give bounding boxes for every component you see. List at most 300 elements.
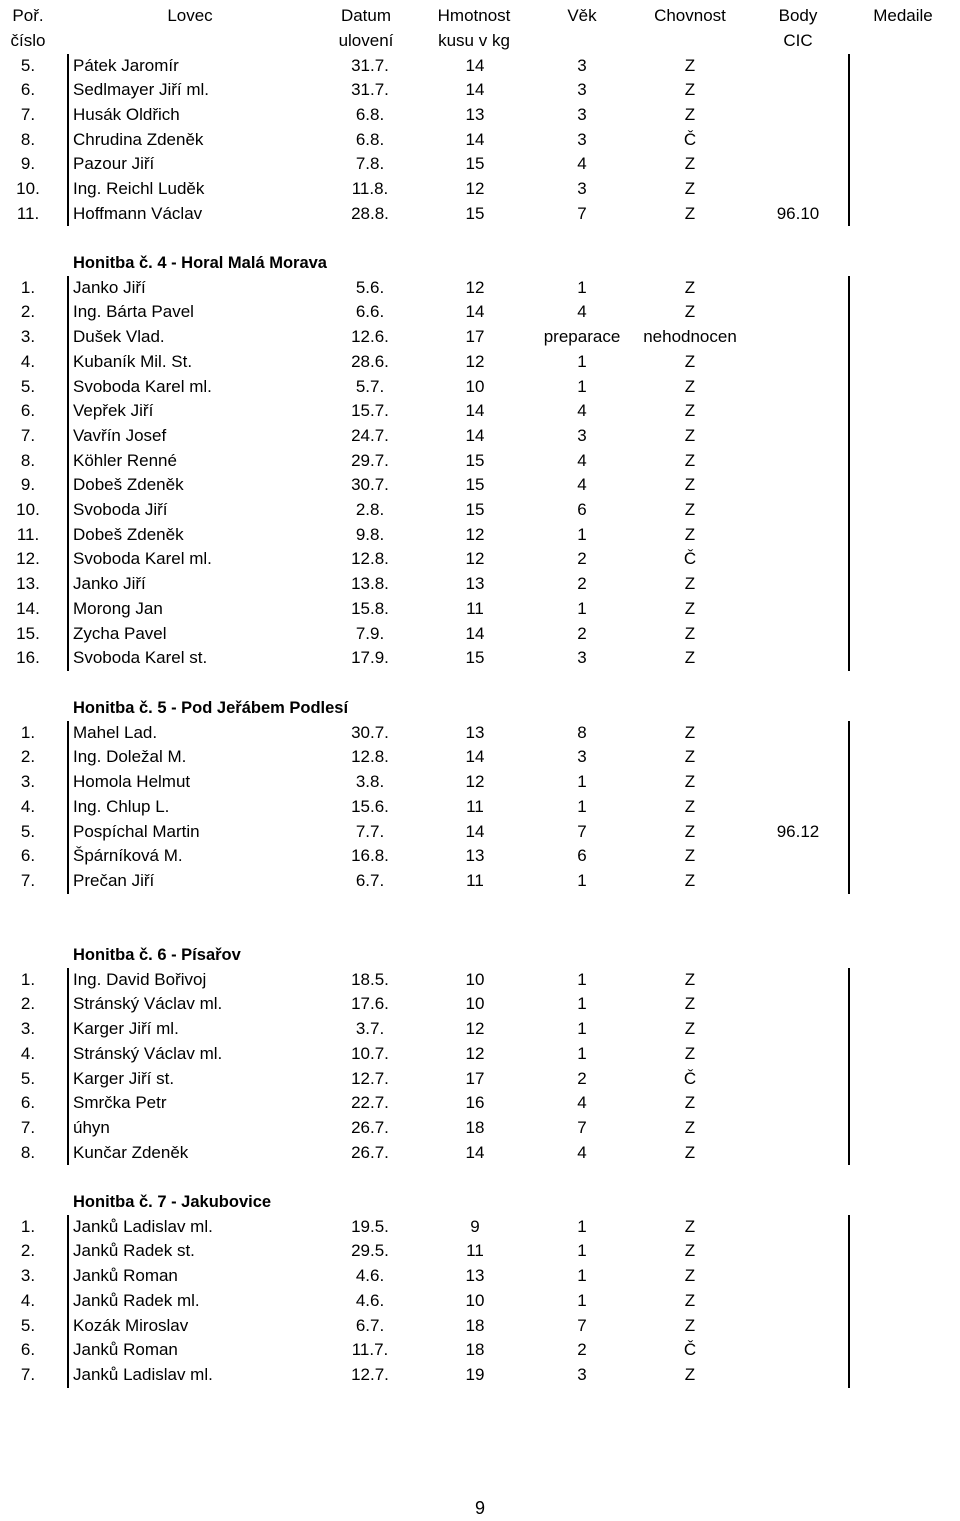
table-row (0, 820, 960, 845)
table-row (0, 1363, 960, 1388)
divider-left (67, 721, 69, 894)
cell-body (748, 1338, 848, 1363)
header-lovec-label: Lovec (167, 6, 213, 25)
cell-lovec: Janků Radek st. (73, 1241, 195, 1261)
cell-por: 10. (16, 179, 40, 198)
table-row (0, 1314, 960, 1339)
cell-chovnost: Z (684, 796, 696, 816)
cell-datum: 5.7. (355, 376, 385, 396)
cell-por: 7. (20, 104, 36, 124)
table-row (0, 844, 960, 869)
table-row (0, 1338, 960, 1363)
page-number: 9 (474, 1498, 485, 1518)
cell-chovnost: Č (683, 129, 697, 149)
divider-left (67, 968, 69, 1166)
cell-por: 7. (20, 1364, 36, 1384)
cell-datum: 9.8. (355, 524, 385, 544)
header-hmotnost-line1: Hmotnost (437, 6, 511, 25)
cell-lovec: Janků Ladislav ml. (73, 1364, 213, 1384)
cell-lovec: Ing. Chlup L. (73, 796, 170, 816)
cell-vek: 1 (577, 351, 587, 371)
cell-chovnost: Z (684, 1093, 696, 1113)
table-row (0, 745, 960, 770)
cell-chovnost: Z (684, 1216, 696, 1236)
table-row (0, 78, 960, 103)
cell-vek: 4 (577, 1142, 587, 1162)
cell-chovnost: Z (684, 747, 696, 767)
cell-hmotnost: 11 (466, 796, 484, 816)
cell-lovec: Svoboda Jiří (73, 500, 168, 519)
cell-datum: 5.6. (355, 277, 385, 297)
cell-vek: 3 (577, 648, 587, 668)
cell-hmotnost: 13 (465, 1266, 485, 1286)
cell-chovnost: Z (684, 846, 696, 866)
cell-por: 12. (16, 549, 40, 569)
cell-datum: 28.6. (351, 351, 389, 371)
cell-vek: 1 (577, 376, 587, 396)
divider-left (67, 54, 69, 227)
cell-por: 8. (20, 450, 36, 470)
cell-vek: 1 (577, 994, 587, 1014)
cell-body (748, 473, 848, 498)
cell-body (748, 1116, 848, 1141)
cell-vek: 1 (577, 796, 587, 816)
cell-por: 2. (20, 747, 36, 767)
table-row (0, 547, 960, 572)
header-por (0, 4, 56, 53)
cell-chovnost: Z (684, 772, 696, 792)
cell-lovec: Dobeš Zdeněk (73, 475, 184, 495)
section-title: Honitba č. 6 - Písařov (73, 946, 241, 964)
cell-body (748, 276, 848, 301)
table-row (0, 572, 960, 597)
cell-lovec: Kubaník Mil. St. (73, 351, 193, 371)
cell-vek: 3 (577, 55, 587, 75)
cell-hmotnost: 18 (465, 1340, 485, 1360)
cell-por: 2. (20, 1241, 36, 1261)
cell-chovnost: Z (684, 1315, 696, 1335)
cell-lovec: Pazour Jiří (73, 154, 155, 174)
cell-vek: 4 (577, 302, 587, 322)
cell-body (748, 572, 848, 597)
cell-chovnost: Č (683, 1340, 697, 1360)
table-row (0, 1091, 960, 1116)
cell-hmotnost: 14 (465, 623, 485, 643)
cell-chovnost: Z (684, 302, 696, 322)
cell-por: 3. (20, 1019, 36, 1039)
section-title: Honitba č. 4 - Horal Malá Morava (73, 254, 327, 272)
cell-datum: 12.7. (351, 1364, 389, 1384)
cell-vek: 1 (577, 1019, 587, 1039)
cell-datum: 26.7. (351, 1117, 389, 1137)
cell-vek: 1 (577, 524, 587, 544)
cell-body (748, 128, 848, 153)
cell-datum: 15.6. (351, 796, 389, 816)
divider-left (67, 276, 69, 671)
cell-datum: 16.8. (351, 846, 389, 866)
cell-por: 7. (20, 870, 36, 890)
cell-chovnost: Z (684, 994, 696, 1014)
cell-body (748, 869, 848, 894)
cell-lovec: Janko Jiří (73, 277, 146, 297)
cell-vek: 6 (577, 846, 587, 866)
cell-chovnost: Z (684, 1266, 696, 1286)
header-datum (316, 4, 416, 53)
cell-por: 5. (20, 1068, 36, 1088)
cell-chovnost: Z (684, 104, 696, 124)
cell-vek: 4 (577, 401, 587, 421)
cell-vek: 2 (577, 1340, 587, 1360)
cell-body (748, 1017, 848, 1042)
cell-chovnost: Z (684, 648, 696, 668)
cell-body (748, 1141, 848, 1166)
cell-datum: 29.7. (351, 450, 389, 470)
cell-vek: 3 (577, 80, 587, 100)
cell-datum: 11.7. (351, 1340, 389, 1360)
cell-datum: 10.7. (351, 1043, 389, 1063)
cell-lovec: Ing. David Bořivoj (73, 969, 207, 989)
cell-por: 7. (20, 1117, 36, 1137)
cell-body (748, 498, 848, 523)
cell-lovec: Janků Radek ml. (73, 1290, 200, 1310)
cell-vek: 7 (577, 1117, 587, 1137)
cell-body (748, 1264, 848, 1289)
cell-datum: 2.8. (355, 500, 385, 519)
table-row (0, 152, 960, 177)
cell-hmotnost: 12 (465, 179, 485, 198)
cell-hmotnost: 10 (465, 969, 485, 989)
section-title: Honitba č. 7 - Jakubovice (73, 1193, 272, 1211)
cell-datum: 4.6. (355, 1266, 385, 1286)
cell-por: 4. (20, 796, 36, 816)
cell-chovnost: Z (684, 351, 696, 371)
cell-hmotnost: 13 (465, 722, 485, 742)
cell-por: 10. (16, 500, 40, 519)
header-body-line2: CIC (783, 30, 813, 50)
cell-datum: 3.8. (355, 772, 385, 792)
divider-right (848, 968, 850, 1166)
cell-body (748, 375, 848, 400)
cell-chovnost: Z (684, 401, 696, 421)
cell-vek: 7 (577, 821, 587, 841)
divider-right (848, 276, 850, 671)
cell-hmotnost: 12 (465, 277, 485, 297)
table-row (0, 399, 960, 424)
cell-chovnost: Z (684, 475, 696, 495)
cell-body (748, 770, 848, 795)
cell-chovnost: nehodnocen (643, 327, 737, 347)
cell-lovec: Ing. Doležal M. (73, 747, 187, 767)
cell-vek: 4 (577, 154, 587, 174)
cell-hmotnost: 17 (465, 1068, 485, 1088)
cell-chovnost: Z (684, 179, 696, 198)
table-row (0, 1289, 960, 1314)
cell-body (748, 1215, 848, 1240)
cell-body (748, 300, 848, 325)
cell-por: 15. (16, 623, 40, 643)
cell-hmotnost: 17 (465, 327, 485, 347)
cell-hmotnost: 12 (465, 524, 485, 544)
cell-hmotnost: 13 (465, 104, 485, 124)
cell-vek: 1 (577, 969, 587, 989)
table-row (0, 300, 960, 325)
cell-chovnost: Z (684, 870, 696, 890)
cell-body (748, 1239, 848, 1264)
cell-hmotnost: 14 (465, 129, 485, 149)
cell-datum: 30.7. (351, 722, 389, 742)
cell-por: 9. (20, 475, 36, 495)
cell-por: 3. (20, 1266, 36, 1286)
cell-hmotnost: 10 (465, 376, 485, 396)
table-row (0, 1116, 960, 1141)
cell-por: 6. (20, 846, 36, 866)
cell-datum: 31.7. (351, 55, 389, 75)
cell-datum: 15.8. (351, 598, 389, 618)
cell-vek: 2 (577, 574, 587, 594)
cell-vek: 3 (577, 104, 587, 124)
header-por-line1: Poř. (12, 6, 44, 25)
cell-chovnost: Z (684, 1117, 696, 1137)
cell-por: 1. (20, 722, 36, 742)
cell-body (748, 103, 848, 128)
cell-body (748, 844, 848, 869)
cell-body (748, 547, 848, 572)
cell-vek: 7 (577, 1315, 587, 1335)
cell-datum: 12.6. (351, 327, 389, 347)
cell-por: 1. (20, 969, 36, 989)
cell-datum: 11.8. (351, 179, 389, 198)
cell-datum: 6.7. (355, 870, 385, 890)
cell-hmotnost: 19 (465, 1364, 485, 1384)
cell-lovec: Hoffmann Václav (73, 203, 203, 223)
cell-vek: 4 (577, 1093, 587, 1113)
cell-vek: 1 (577, 598, 587, 618)
cell-hmotnost: 9 (470, 1216, 480, 1236)
cell-vek: 3 (577, 1364, 587, 1384)
cell-por: 13. (16, 574, 40, 594)
table-row (0, 1215, 960, 1240)
cell-lovec: Svoboda Karel ml. (73, 549, 212, 569)
cell-chovnost: Z (684, 1043, 696, 1063)
table-row (0, 103, 960, 128)
cell-chovnost: Z (684, 203, 696, 223)
table-row (0, 473, 960, 498)
cell-chovnost: Z (684, 1364, 696, 1384)
cell-hmotnost: 11 (466, 598, 484, 618)
cell-por: 11. (16, 524, 40, 544)
table-row (0, 869, 960, 894)
cell-body (748, 795, 848, 820)
cell-hmotnost: 12 (465, 549, 485, 569)
cell-chovnost: Z (684, 500, 696, 519)
cell-datum: 6.6. (355, 302, 385, 322)
cell-body (748, 1289, 848, 1314)
cell-hmotnost: 14 (465, 425, 485, 445)
cell-chovnost: Z (684, 1241, 696, 1261)
cell-hmotnost: 11 (466, 1241, 484, 1261)
cell-por: 2. (20, 994, 36, 1014)
header-hmotnost-line2: kusu v kg (438, 30, 510, 50)
table-row (0, 1067, 960, 1092)
table-row (0, 54, 960, 79)
cell-body (748, 1042, 848, 1067)
cell-lovec: Stránský Václav ml. (73, 1043, 223, 1063)
cell-vek: 2 (577, 549, 587, 569)
cell-chovnost: Č (683, 549, 697, 569)
cell-lovec: Mahel Lad. (73, 722, 158, 742)
table-row (0, 1264, 960, 1289)
cell-lovec: Zycha Pavel (73, 623, 167, 643)
cell-chovnost: Z (684, 821, 696, 841)
cell-por: 7. (20, 425, 36, 445)
cell-hmotnost: 14 (465, 55, 485, 75)
cell-por: 9. (20, 154, 36, 174)
cell-lovec: Kunčar Zdeněk (73, 1142, 189, 1162)
cell-vek: 1 (577, 772, 587, 792)
cell-lovec: Ing. Reichl Luděk (73, 179, 205, 198)
cell-lovec: Vepřek Jiří (73, 401, 154, 421)
cell-por: 3. (20, 772, 36, 792)
cell-chovnost: Z (684, 277, 696, 297)
cell-lovec: Janků Roman (73, 1266, 178, 1286)
cell-body: 96.12 (776, 821, 820, 841)
cell-hmotnost: 13 (465, 574, 485, 594)
table-row (0, 597, 960, 622)
cell-lovec: Stránský Václav ml. (73, 994, 223, 1014)
cell-hmotnost: 14 (465, 80, 485, 100)
cell-datum: 6.8. (355, 104, 385, 124)
divider-right (848, 1215, 850, 1388)
cell-chovnost: Z (684, 154, 696, 174)
cell-datum: 4.6. (355, 1290, 385, 1310)
cell-vek: 8 (577, 722, 587, 742)
table-row (0, 770, 960, 795)
cell-hmotnost: 15 (465, 648, 485, 668)
header-body-line1: Body (778, 6, 818, 25)
cell-vek: 1 (577, 1266, 587, 1286)
header-datum-line1: Datum (340, 6, 392, 25)
cell-lovec: Ing. Bárta Pavel (73, 302, 194, 322)
cell-por: 4. (20, 1043, 36, 1063)
cell-lovec: Sedlmayer Jiří ml. (73, 80, 210, 100)
cell-datum: 7.9. (355, 623, 385, 643)
cell-body (748, 597, 848, 622)
cell-body (748, 1314, 848, 1339)
table-row (0, 202, 960, 227)
cell-vek: 6 (577, 500, 587, 519)
cell-datum: 28.8. (351, 203, 389, 223)
cell-lovec: Vavřín Josef (73, 425, 167, 445)
cell-por: 6. (20, 401, 36, 421)
cell-hmotnost: 18 (465, 1315, 485, 1335)
cell-body: 96.10 (776, 203, 820, 223)
cell-lovec: Pátek Jaromír (73, 55, 179, 75)
cell-datum: 19.5. (351, 1216, 389, 1236)
table-row (0, 325, 960, 350)
cell-body (748, 1363, 848, 1388)
cell-datum: 30.7. (351, 475, 389, 495)
cell-body (748, 177, 848, 202)
cell-body (748, 424, 848, 449)
cell-por: 5. (20, 376, 36, 396)
cell-body (748, 449, 848, 474)
cell-datum: 29.5. (351, 1241, 389, 1261)
table-row (0, 622, 960, 647)
cell-lovec: Kozák Miroslav (73, 1315, 189, 1335)
table-row (0, 375, 960, 400)
cell-por: 6. (20, 1093, 36, 1113)
cell-lovec: Pospíchal Martin (73, 821, 200, 841)
cell-datum: 24.7. (351, 425, 389, 445)
table-row (0, 449, 960, 474)
cell-vek: 1 (577, 870, 587, 890)
cell-chovnost: Z (684, 55, 696, 75)
cell-lovec: Homola Helmut (73, 772, 191, 792)
cell-vek: 7 (577, 203, 587, 223)
table-row (0, 276, 960, 301)
header-medaile (848, 4, 958, 29)
cell-vek: 2 (577, 623, 587, 643)
cell-body (748, 152, 848, 177)
cell-datum: 12.8. (351, 747, 389, 767)
cell-vek: 1 (577, 1241, 587, 1261)
divider-right (848, 54, 850, 227)
cell-chovnost: Z (684, 722, 696, 742)
table-row (0, 968, 960, 993)
cell-lovec: Svoboda Karel st. (73, 648, 208, 668)
cell-body (748, 54, 848, 79)
header-vek-label: Věk (567, 6, 597, 25)
table-row (0, 1017, 960, 1042)
table-row (0, 1042, 960, 1067)
cell-lovec: Morong Jan (73, 598, 163, 618)
cell-por: 8. (20, 1142, 36, 1162)
cell-chovnost: Z (684, 450, 696, 470)
header-chovnost-label: Chovnost (654, 6, 726, 25)
cell-body (748, 646, 848, 671)
cell-lovec: Chrudina Zdeněk (73, 129, 204, 149)
cell-vek: 3 (577, 747, 587, 767)
cell-hmotnost: 14 (465, 747, 485, 767)
header-lovec (130, 4, 250, 29)
header-body (748, 4, 848, 53)
header-chovnost (640, 4, 740, 29)
cell-lovec: Janko Jiří (73, 574, 146, 594)
cell-body (748, 350, 848, 375)
cell-hmotnost: 10 (465, 1290, 485, 1310)
cell-chovnost: Z (684, 1142, 696, 1162)
cell-por: 3. (20, 327, 36, 347)
cell-vek: 3 (577, 129, 587, 149)
cell-datum: 3.7. (355, 1019, 385, 1039)
cell-lovec: Husák Oldřich (73, 104, 180, 124)
cell-chovnost: Z (684, 574, 696, 594)
cell-hmotnost: 14 (465, 302, 485, 322)
cell-por: 8. (20, 129, 36, 149)
cell-vek: 4 (577, 450, 587, 470)
cell-datum: 17.6. (351, 994, 389, 1014)
cell-vek: 1 (577, 1290, 587, 1310)
cell-chovnost: Č (683, 1068, 697, 1088)
table-row (0, 498, 960, 523)
cell-hmotnost: 15 (465, 203, 485, 223)
cell-vek: 3 (577, 179, 587, 198)
cell-vek: 1 (577, 1216, 587, 1236)
header-por-line2: číslo (10, 30, 46, 50)
cell-por: 14. (16, 598, 40, 618)
cell-lovec: Špárníková M. (73, 846, 183, 866)
cell-lovec: úhyn (73, 1117, 110, 1137)
